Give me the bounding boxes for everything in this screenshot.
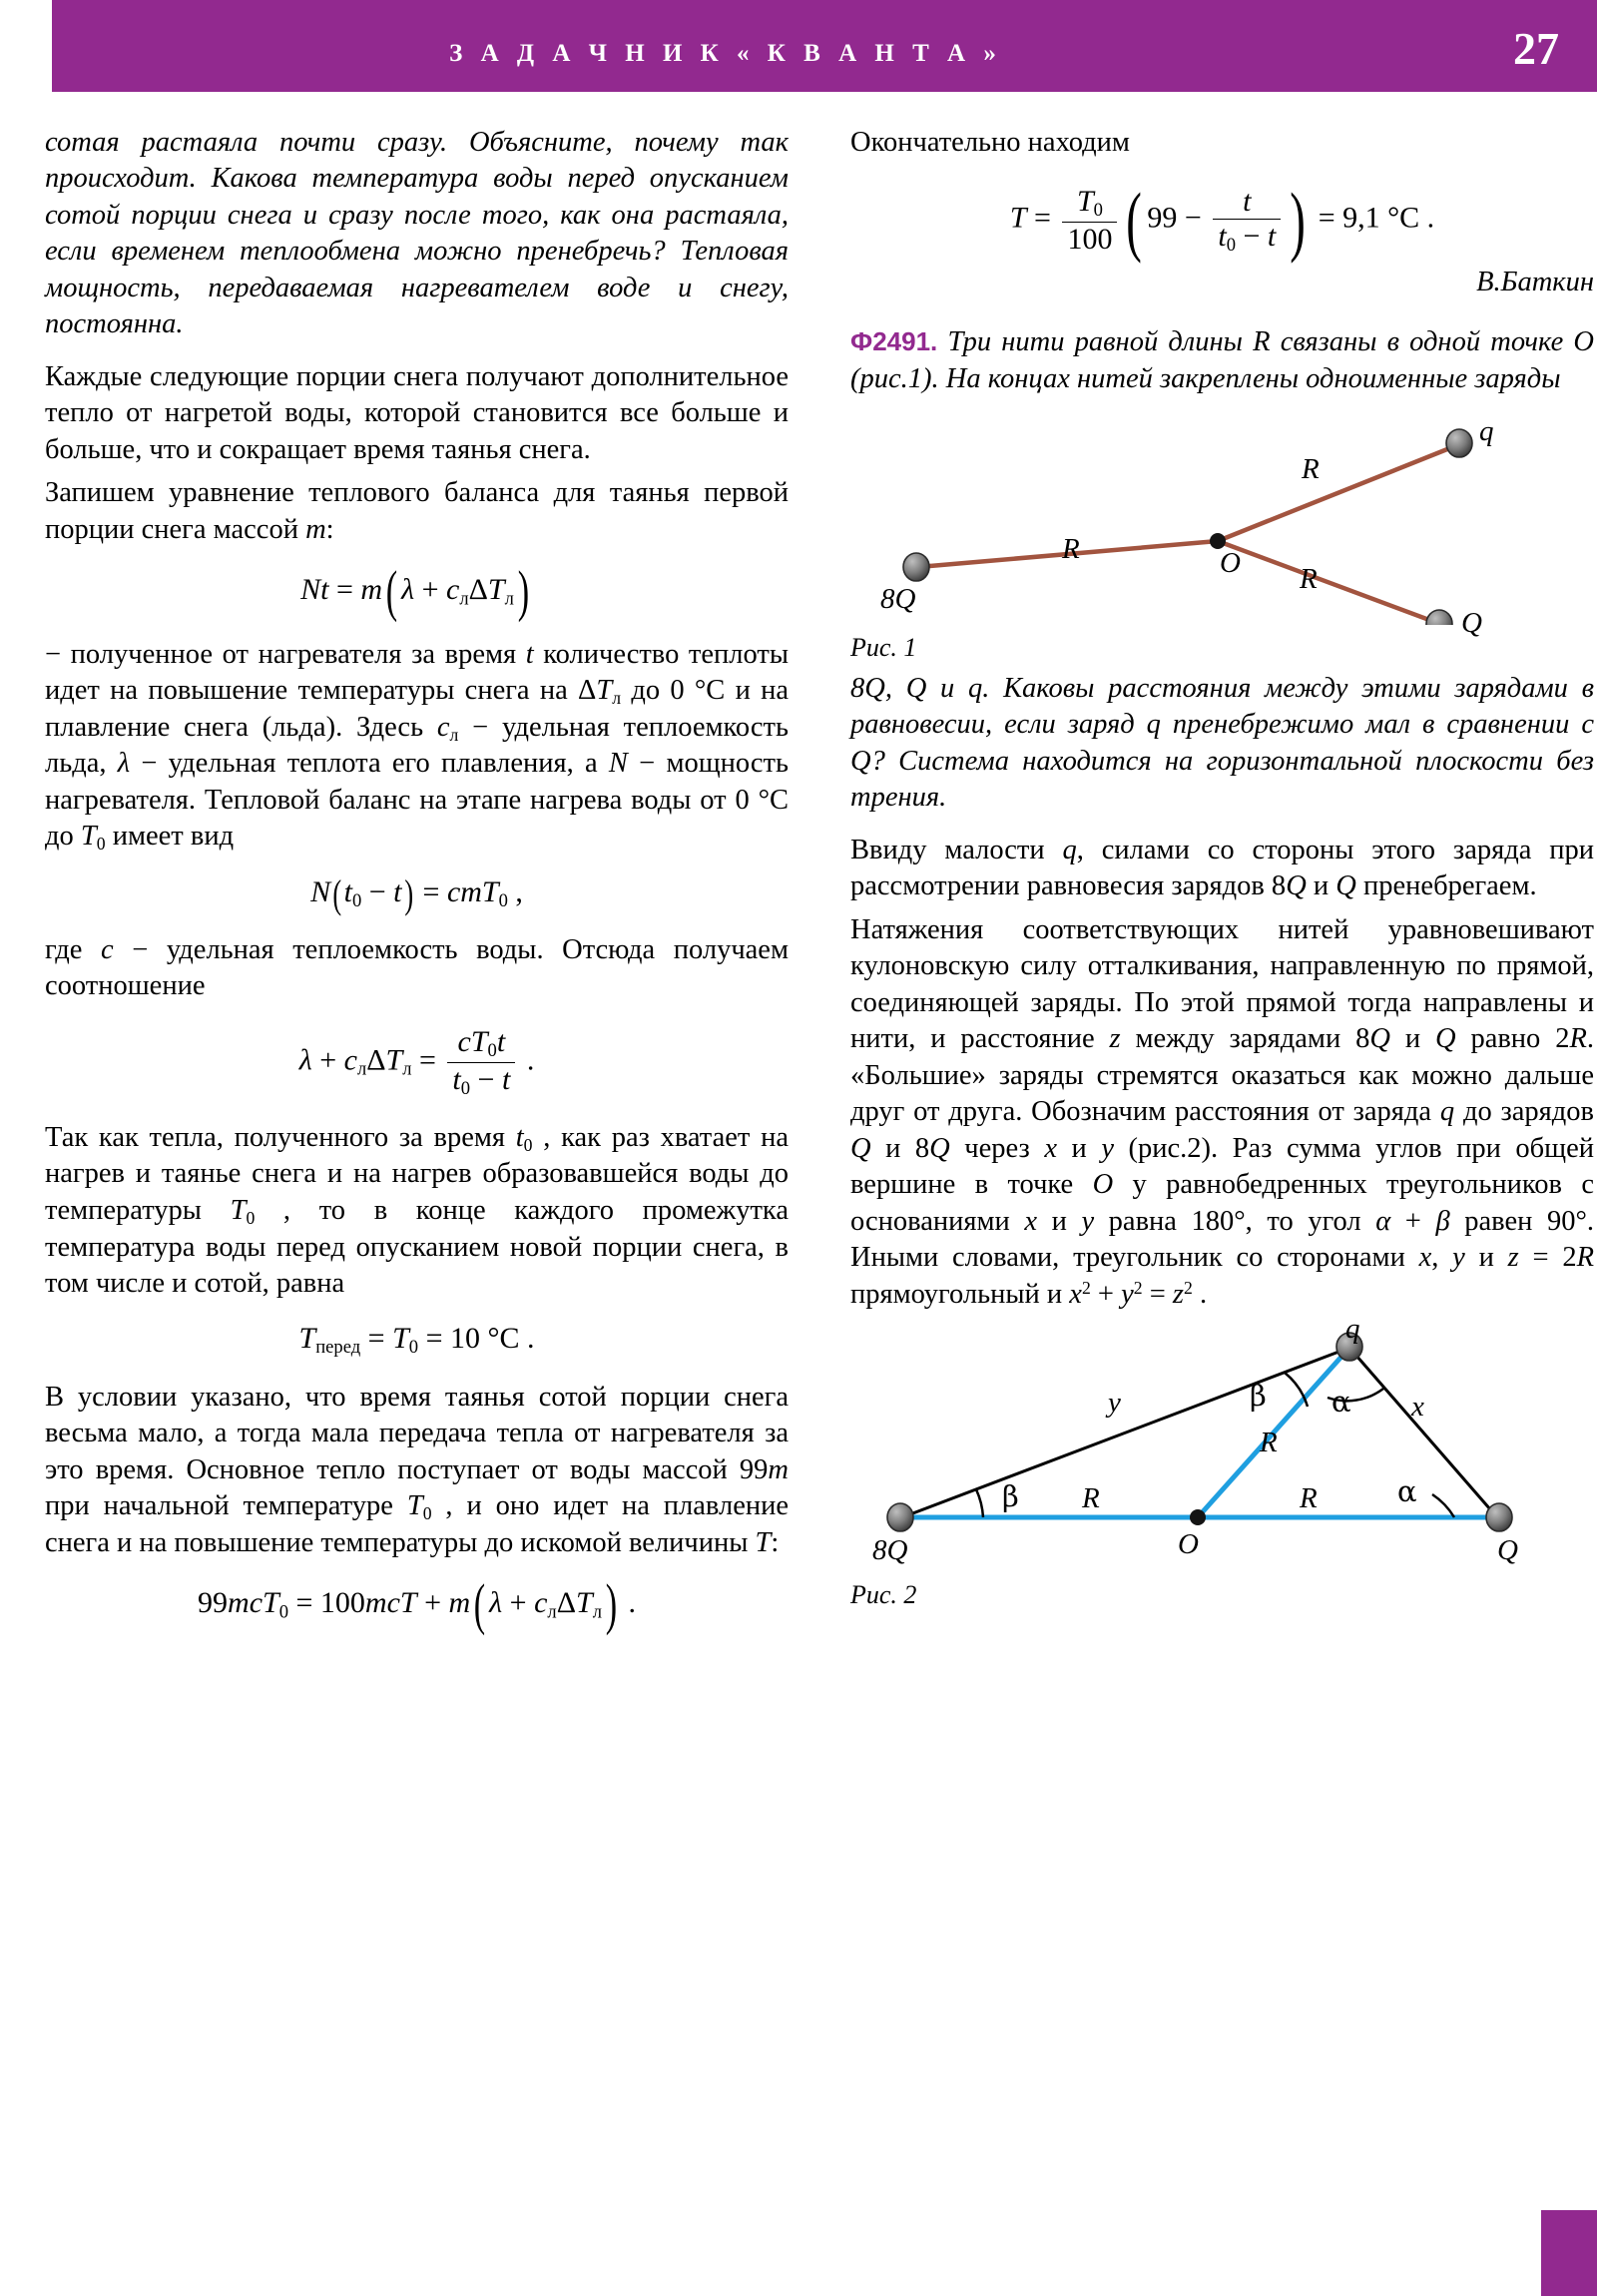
equation-2: $N(t_0 - t) = cmT_0$ , — [310, 870, 523, 916]
corner-accent-block — [1541, 2210, 1597, 2296]
fig1-label-r-upper: R — [1302, 453, 1320, 486]
fig1-caption: Рис. 1 — [850, 633, 917, 663]
page-header-bar — [52, 0, 1597, 92]
fig2-label-8q: 8Q — [872, 1534, 908, 1567]
equation-3: $\lambda + c_л\Delta T_л$ = $\frac{cT_0t}{t_0 - t}$ . — [298, 1024, 535, 1100]
fig2-label-r-right: R — [1300, 1482, 1318, 1515]
problem-statement-part2: 8Q, Q и q. Каковы расстояния между этими зарядами в равновесии, если заряд q пренебрежимо мал в сравнении с Q? Система находится на горизонтальной плоскости без трения. — [850, 673, 1594, 814]
figure-2 — [850, 1313, 1594, 1612]
paragraph-final-intro: Окончательно находим — [850, 127, 1130, 158]
problem-statement-part1 — [850, 324, 1594, 397]
fig1-label-r-lower: R — [1300, 563, 1318, 596]
node-center-o — [1190, 1509, 1206, 1525]
node-charge-8q — [903, 553, 929, 581]
paragraph-4: где c − удельная теплоемкость воды. Отсюда получаем соотношение — [45, 933, 789, 1002]
problem-text-1: Три нити равной длины R связаны в одной точке O (рис.1). На концах нитей закреплены одноименные заряды — [850, 326, 1594, 394]
page-header-title: З А Д А Ч Н И К « К В А Н Т А » — [449, 40, 1002, 67]
fig2-label-r-left: R — [1082, 1482, 1100, 1515]
fig2-label-q-big: Q — [1497, 1534, 1518, 1567]
fig1-label-q-big: Q — [1461, 607, 1482, 640]
fig2-label-beta-left: β — [1002, 1479, 1019, 1514]
fig2-label-y: y — [1108, 1387, 1121, 1420]
solution-paragraph-1: Ввиду малости q, силами со стороны этого заряда при рассмотрении равновесия зарядов 8Q и Q пренебрегаем. — [850, 834, 1594, 902]
paragraph-5: Так как тепла, полученного за время $t_0$ , как раз хватает на нагрев и таянье снега и на нагрев образовавшейся воды до температуры $T_0$ , то в конце каждого промежутка температура воды перед опусканием новой порции снега, в том числе и сотой, равна — [45, 1121, 789, 1299]
equation-final: T = $\frac{T_0}{100}$ ( 99 − $\frac{t}{t_0 - t}$ ) = 9,1 °C . — [1009, 177, 1435, 265]
fig2-label-x: x — [1411, 1391, 1424, 1424]
fig2-label-alpha-top: α — [1331, 1385, 1351, 1420]
node-charge-q-big — [1486, 1503, 1512, 1531]
side-x — [1349, 1348, 1497, 1517]
node-charge-q-small — [1446, 429, 1472, 457]
equation-4: $T_{перед} = T_0 = 10$ °C . — [298, 1322, 535, 1359]
node-charge-8q — [887, 1503, 913, 1531]
author-credit: В.Баткин — [1476, 267, 1594, 298]
fig2-label-alpha-right: α — [1397, 1474, 1417, 1509]
fig2-label-q-small: q — [1345, 1313, 1360, 1346]
fig2-caption: Рис. 2 — [850, 1580, 917, 1610]
thread-upper — [1218, 445, 1457, 541]
arc-beta-left — [976, 1489, 983, 1517]
equation-1: Nt = m( $\lambda + c_л\Delta T_л$) — [300, 560, 530, 624]
left-column — [45, 125, 789, 1650]
figure-2-drawing — [850, 1323, 1594, 1577]
paragraph-6: В условии указано, что время таянья сотой порции снега весьма мало, а тогда мала передача тепла от нагревателя за это время. Основное тепло поступает от воды массой 99m при начальной температуре $T_0$ , и оно идет на плавление снега и на повышение температуры до искомой величины T: — [45, 1381, 790, 1558]
solution-paragraph-2: Натяжения соответствующих нитей уравновешивают кулоновскую силу отталкивания, направленную по прямой, соединяющей заряды. По этой прямой тогда направлены и нити, и расстояние z между зарядами 8Q и Q равно 2R. «Большие» заряды стремятся оказаться как можно дальше друг от друга. Обозначим расстояния от заряда q до зарядов Q и 8Q через x и y (рис.2). Раз сумма углов при общей вершине в точке O у равнобедренных треугольников с основаниями x и y равна 180°, то угол α + β равен 90°. Иными словами, треугольник со сторонами x, y и z = 2R прямоугольный и $x^2 + y^2 = z^2$ . — [850, 913, 1594, 1310]
page-number: 27 — [1513, 23, 1559, 74]
fig1-label-q-small: q — [1479, 415, 1494, 448]
arc-alpha-right — [1432, 1494, 1454, 1517]
node-charge-q-big — [1426, 610, 1452, 625]
fig1-label-8q: 8Q — [880, 583, 916, 616]
fig2-label-r-diag: R — [1260, 1427, 1278, 1459]
figure-1 — [850, 405, 1594, 663]
side-y — [902, 1348, 1349, 1517]
fig1-label-o: O — [1220, 547, 1241, 580]
paragraph-problem-tail: сотая растаяла почти сразу. Объясните, почему так происходит. Какова температура воды перед опусканием сотой порции снега и сразу после того, как она растаяла, если временем теплообмена можно пренебречь? Тепловая мощность, передаваемая нагревателем воде и снегу, постоянна. — [45, 127, 789, 340]
equation-5: 99mcT$_0$ = 100mcT + m( $\lambda + c_л\Delta T_л$) . — [198, 1573, 636, 1637]
fig2-label-o: O — [1178, 1528, 1199, 1561]
problem-id: Ф2491. — [850, 326, 938, 357]
fig1-label-r-left: R — [1062, 533, 1080, 566]
paragraph-3: − полученное от нагревателя за время t количество теплоты идет на повышение температуры снега на $\Delta T_л$ до 0 °C и на плавление снега (льда). Здесь $c_л$ − удельная теплоемкость льда, λ − удельная теплота его плавления, а N − мощность нагревателя. Тепловой баланс на этапе нагрева воды от 0 °C до $T_0$ имеет вид — [45, 638, 789, 855]
right-column — [850, 125, 1594, 1616]
paragraph-2: Запишем уравнение теплового баланса для таянья первой порции снега массой m: — [45, 477, 789, 545]
fig2-label-beta-top: β — [1250, 1379, 1267, 1414]
thread-lower — [1218, 541, 1437, 623]
paragraph-1: Каждые следующие порции снега получают дополнительное тепло от нагретой воды, которой становится все больше и больше, что и сокращает время таянья снега. — [45, 360, 789, 465]
